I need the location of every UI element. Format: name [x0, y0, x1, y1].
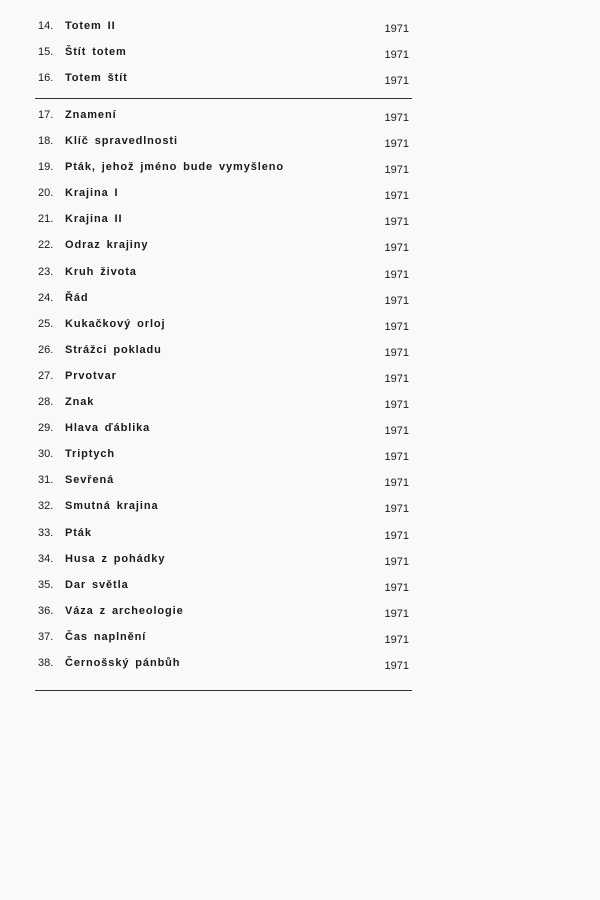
list-item [35, 135, 412, 161]
list-item [35, 605, 412, 631]
list-item [35, 500, 412, 526]
item-year: 1971 [384, 75, 409, 88]
item-year: 1971 [384, 138, 409, 151]
item-num: 14. [38, 20, 54, 32]
list-item [35, 20, 412, 46]
list-item [35, 292, 412, 318]
item-num: 35. [38, 578, 54, 591]
list-item [35, 109, 412, 135]
item-year: 1971 [384, 49, 409, 62]
item-num: 25. [38, 317, 54, 330]
item-year: 1971 [384, 555, 409, 568]
item-title: Černošský pánbůh [65, 656, 181, 669]
list-item [35, 161, 412, 187]
item-title: Znamení [65, 109, 117, 121]
item-num: 37. [38, 630, 54, 643]
item-year: 1971 [384, 659, 409, 672]
item-title: Prvotvar [65, 369, 117, 382]
item-num: 32. [38, 500, 54, 513]
item-title: Štít totem [65, 46, 127, 59]
item-year: 1971 [384, 425, 409, 438]
item-num: 22. [38, 239, 54, 252]
list-item [35, 370, 412, 396]
item-title: Řád [65, 291, 89, 304]
item-num: 19. [38, 161, 54, 174]
item-title: Odraz krajiny [65, 239, 149, 252]
item-title: Triptych [65, 448, 115, 461]
list-item [35, 187, 412, 213]
item-title: Pták [65, 526, 92, 539]
item-year: 1971 [384, 477, 409, 490]
item-year: 1971 [384, 529, 409, 542]
list-item [35, 266, 412, 292]
item-title: Husa z pohádky [65, 552, 166, 565]
item-title: Hlava ďáblika [65, 422, 151, 435]
list-item [35, 448, 412, 474]
item-num: 30. [38, 448, 54, 461]
item-year: 1971 [384, 451, 409, 464]
item-num: 17. [38, 109, 54, 121]
item-year: 1971 [384, 112, 409, 124]
item-year: 1971 [384, 216, 409, 229]
item-title: Kukačkový orloj [65, 317, 166, 330]
item-year: 1971 [384, 164, 409, 177]
item-title: Pták, jehož jméno bude vymyšleno [65, 161, 284, 174]
item-num: 38. [38, 656, 54, 669]
item-title: Klíč spravedlnosti [65, 135, 178, 148]
item-year: 1971 [384, 607, 409, 620]
item-title: Dar světla [65, 578, 129, 591]
item-num: 15. [38, 46, 54, 59]
item-num: 23. [38, 265, 54, 278]
item-num: 28. [38, 396, 54, 409]
item-title: Sevřená [65, 474, 115, 487]
catalog-list-group-1 [35, 20, 412, 98]
item-year: 1971 [384, 268, 409, 281]
item-year: 1971 [384, 294, 409, 307]
list-item [35, 396, 412, 422]
item-title: Strážci pokladu [65, 343, 162, 356]
item-year: 1971 [384, 190, 409, 203]
item-year: 1971 [384, 633, 409, 646]
catalog-list-group-2 [35, 109, 412, 683]
divider [35, 98, 412, 99]
item-title: Čas naplnění [65, 630, 147, 643]
item-num: 31. [38, 474, 54, 487]
list-item [35, 72, 412, 98]
item-year: 1971 [384, 346, 409, 359]
divider [35, 690, 412, 691]
item-year: 1971 [384, 399, 409, 412]
item-title: Krajina I [65, 187, 119, 200]
item-year: 1971 [384, 320, 409, 333]
item-year: 1971 [384, 372, 409, 385]
list-item [35, 46, 412, 72]
list-item [35, 553, 412, 579]
item-num: 36. [38, 604, 54, 617]
item-num: 20. [38, 187, 54, 200]
list-item [35, 318, 412, 344]
item-year: 1971 [384, 503, 409, 516]
list-item [35, 527, 412, 553]
item-year: 1971 [384, 242, 409, 255]
list-item [35, 422, 412, 448]
item-num: 16. [38, 72, 54, 85]
item-num: 27. [38, 369, 54, 382]
item-num: 21. [38, 213, 54, 226]
item-num: 18. [38, 135, 54, 148]
item-title: Kruh života [65, 265, 137, 278]
list-item [35, 474, 412, 500]
list-item [35, 239, 412, 265]
item-title: Smutná krajina [65, 500, 159, 513]
item-num: 33. [38, 526, 54, 539]
list-item [35, 213, 412, 239]
list-item [35, 344, 412, 370]
item-title: Váza z archeologie [65, 604, 184, 617]
item-title: Krajina II [65, 213, 123, 226]
item-num: 26. [38, 343, 54, 356]
item-num: 24. [38, 291, 54, 304]
list-item [35, 631, 412, 657]
item-num: 29. [38, 422, 54, 435]
item-title: Totem štít [65, 72, 128, 85]
item-num: 34. [38, 552, 54, 565]
item-year: 1971 [384, 581, 409, 594]
item-title: Totem II [65, 20, 116, 32]
list-item [35, 579, 412, 605]
item-title: Znak [65, 396, 95, 409]
list-item [35, 657, 412, 683]
item-year: 1971 [384, 23, 409, 35]
